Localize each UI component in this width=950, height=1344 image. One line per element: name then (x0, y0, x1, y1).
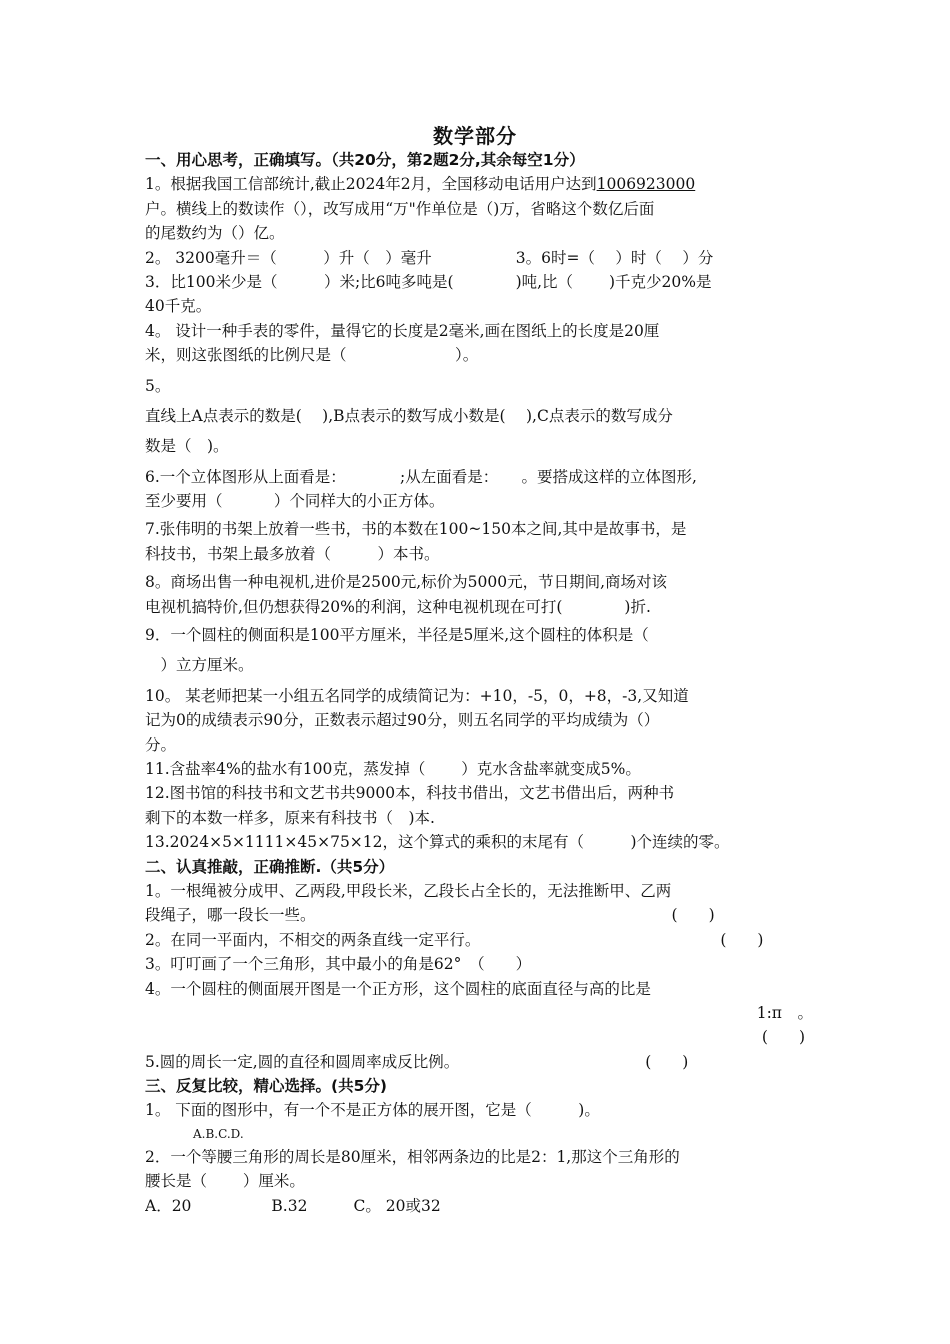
option-c: C。 20或32 (353, 1196, 441, 1215)
option-b: B.32 (271, 1196, 308, 1215)
question-1-line-2: 户。横线上的数读作（），改写成用“万"作单位是（)万，省略这个数亿后面 (145, 199, 655, 218)
choice-1-line: 1。 下面的图形中，有一个不是正方体的展开图，它是（ )。 (145, 1101, 600, 1120)
question-6-line-1: 6.一个立体图形从上面看是： ;从左面看是： 。要搭成这样的立体图形, (145, 467, 697, 486)
judge-1-answer-paren: ( ) (671, 906, 715, 925)
judge-4-answer-paren: ( ) (761, 1028, 805, 1047)
question-10-line-1: 10。 某老师把某一小组五名同学的成绩简记为：+10，-5，0，+8，-3,又知道 (145, 686, 689, 705)
question-12-line-1: 12.图书馆的科技书和文艺书共9000本，科技书借出，文艺书借出后，两种书 (145, 784, 675, 803)
question-4-line-1: 4。 设计一种手表的零件，量得它的长度是2毫米,画在图纸上的长度是20厘 (145, 321, 660, 340)
section-2-heading: 二、认真推敲，正确推断.（共5分） (145, 857, 395, 876)
question-8-line-1: 8。商场出售一种电视机,进价是2500元,标价为5000元，节日期间,商场对该 (145, 573, 668, 592)
judge-2-line (145, 928, 815, 952)
judge-5-text: 5.圆的周长一定,圆的直径和圆周率成反比例。 (145, 1052, 460, 1071)
underlined-number: 1006923000 (596, 175, 696, 194)
choice-2-line-1: 2．一个等腰三角形的周长是80厘米，相邻两条边的比是2：1,那这个三角形的 (145, 1147, 680, 1166)
judge-2-answer-paren: ( ) (720, 930, 764, 949)
question-3-time-text: 3。6时=（ ）时（ ）分 (515, 248, 714, 267)
question-5-line-1: 直线上A点表示的数是( ),B点表示的数写成小数是( ),C点表示的数写成分 (145, 406, 673, 425)
question-7-line-2: 科技书，书架上最多放着（ ）本书。 (145, 544, 440, 563)
question-2-text: 2。 3200毫升＝（ ）升（ ）毫升 (145, 248, 432, 267)
section-3-heading: 三、反复比较，精心选择。(共5分) (145, 1077, 387, 1096)
judge-1-text: 段绳子，哪一段长一些。 (145, 906, 316, 925)
exam-content (145, 148, 815, 1218)
question-2-line (145, 246, 815, 270)
question-7-line-1: 7.张伟明的书架上放着一些书，书的本数在100~150本之间,其中是故事书，是 (145, 520, 687, 539)
choice-1-options: A.B.C.D. (193, 1126, 244, 1141)
question-10-line-3: 分。 (145, 735, 177, 754)
choice-2-options (145, 1194, 815, 1218)
question-6-line-2: 至少要用（ ）个同样大的小正方体。 (145, 492, 445, 511)
judge-2-text: 2。在同一平面内，不相交的两条直线一定平行。 (145, 930, 481, 949)
judge-1-line-1: 1。一根绳被分成甲、乙两段,甲段长米，乙段长占全长的，无法推断甲、乙两 (145, 881, 672, 900)
question-13-line: 13.2024×5×1111×45×75×12，这个算式的乘积的末尾有（ )个连续的零。 (145, 833, 730, 852)
question-4-line-2: 米，则这张图纸的比例尺是（ ）。 (145, 346, 479, 365)
question-1-line-3: 的尾数约为（）亿。 (145, 224, 285, 243)
question-5-number: 5。 (145, 376, 171, 395)
question-1-text: 1。根据我国工信部统计,截止2024年2月，全国移动电话用户达到 (145, 175, 597, 194)
page-title: 数学部分 (433, 124, 517, 148)
judge-5-line (145, 1050, 815, 1074)
question-9-line-2: ）立方厘米。 (145, 656, 254, 675)
question-3-line-2: 40千克。 (145, 297, 212, 316)
section-1-heading: 一、用心思考，正确填写。（共20分，第2题2分,其余每空1分） (145, 151, 585, 169)
question-9-line-1: 9．一个圆柱的侧面积是100平方厘米，半径是5厘米,这个圆柱的体积是（ (145, 626, 649, 645)
judge-5-answer-paren: ( ) (645, 1052, 689, 1071)
judge-3-line: 3。叮叮画了一个三角形，其中最小的角是62° （ ） (145, 955, 532, 974)
question-8-line-2: 电视机搞特价,但仍想获得20%的利润，这种电视机现在可打( )折. (145, 597, 651, 616)
judge-1-line-2 (145, 903, 815, 927)
judge-4-line-1: 4。一个圆柱的侧面展开图是一个正方形，这个圆柱的底面直径与高的比是 (145, 979, 651, 998)
question-3-line-1: 3．比100米少是（ ）米;比6吨多吨是( )吨,比（ )千克少20%是 (145, 272, 712, 291)
question-10-line-2: 记为0的成绩表示90分，正数表示超过90分，则五名同学的平均成绩为（） (145, 711, 660, 730)
question-1-line-1 (145, 172, 815, 196)
question-11-line: 11.含盐率4%的盐水有100克，蒸发掉（ ）克水含盐率就变成5%。 (145, 759, 641, 778)
question-12-line-2: 剩下的本数一样多，原来有科技书（ )本. (145, 808, 435, 827)
option-a: A．20 (145, 1196, 192, 1215)
choice-2-line-2: 腰长是（ ）厘米。 (145, 1172, 305, 1191)
judge-4-ratio: 1:π 。 (756, 1003, 813, 1022)
question-5-line-2: 数是（ )。 (145, 437, 229, 456)
